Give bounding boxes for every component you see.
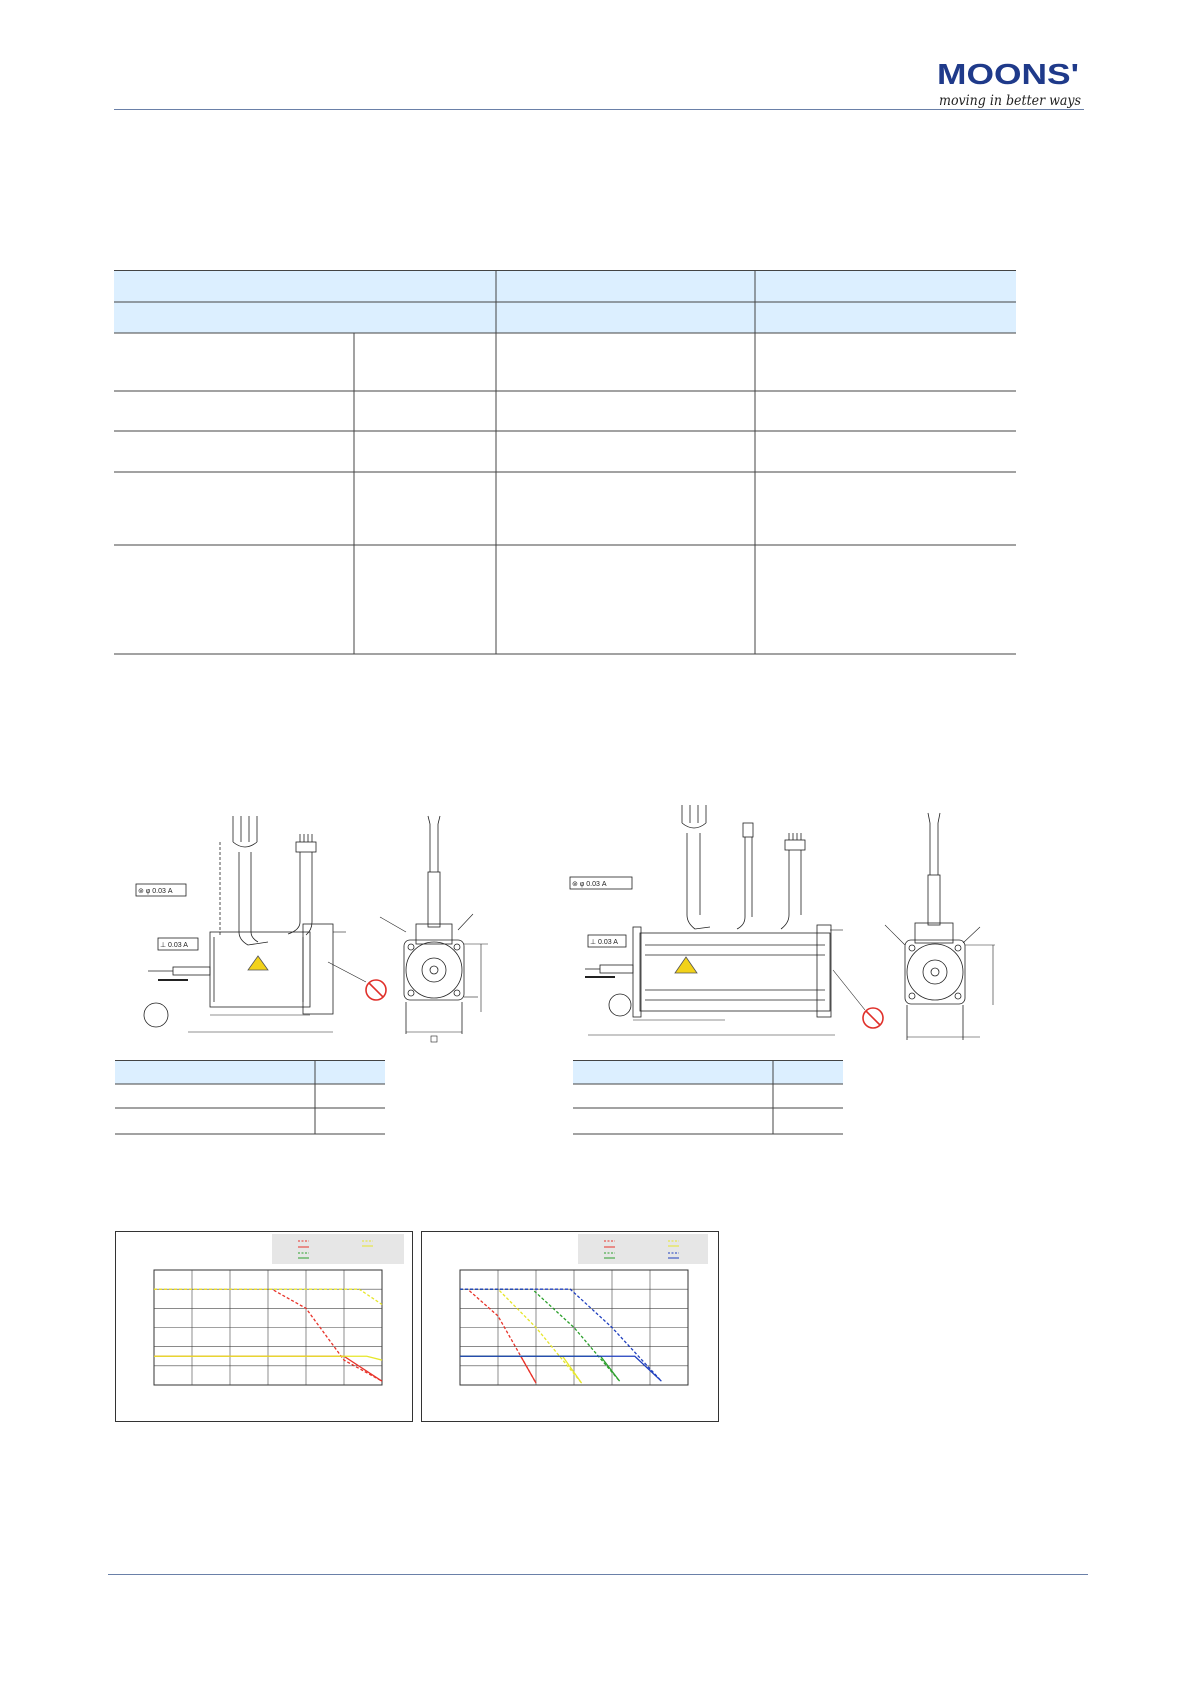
logo-wordmark: MOONS'	[937, 59, 1079, 91]
front-view	[885, 813, 995, 1040]
dimension-table-right	[573, 1060, 843, 1135]
series-line-5	[460, 1289, 620, 1381]
legend-box	[272, 1234, 404, 1264]
front-view	[380, 816, 488, 1042]
svg-text:⊚ φ 0.03 A: ⊚ φ 0.03 A	[138, 888, 173, 895]
encoder-cable	[288, 834, 316, 935]
legend-box	[578, 1234, 708, 1264]
series-line-8	[460, 1356, 661, 1381]
tolerance-frame-1	[570, 877, 632, 889]
series-line-3	[460, 1289, 582, 1383]
table-header	[573, 1060, 843, 1084]
table-header-row-2	[114, 302, 1016, 333]
series-line-4	[460, 1356, 582, 1383]
cable-bundle	[220, 816, 268, 945]
torque-speed-chart-2	[421, 1231, 719, 1422]
warning-triangle	[675, 957, 697, 973]
motor-dimension-drawing-right	[572, 805, 1025, 1050]
table-header	[115, 1060, 385, 1084]
svg-text:⊥ 0.03 A: ⊥ 0.03 A	[590, 939, 618, 946]
cable-bundle	[682, 805, 710, 929]
header-rule	[114, 109, 1084, 110]
chart-1-svg	[116, 1232, 412, 1421]
tolerance-frame-1	[136, 884, 186, 896]
series-line-7	[460, 1289, 661, 1381]
tolerance-frame-2	[588, 935, 626, 947]
no-hammer-icon	[863, 1008, 883, 1028]
encoder-cable	[781, 833, 805, 929]
chart-2-svg	[422, 1232, 718, 1421]
chart-2-legend	[578, 1234, 708, 1264]
spec-table	[114, 270, 1016, 655]
series-line-6	[460, 1356, 620, 1381]
chart-1-legend	[272, 1234, 404, 1264]
no-hammer-icon	[366, 980, 386, 1000]
svg-text:⊥ 0.03 A: ⊥ 0.03 A	[160, 942, 188, 949]
logo-tagline: moving in better ways	[939, 93, 1081, 109]
brake-cable	[737, 823, 753, 929]
svg-text:⊚ φ 0.03 A: ⊚ φ 0.03 A	[572, 881, 607, 888]
footer-rule	[108, 1574, 1088, 1575]
warning-triangle	[248, 956, 268, 970]
motor-body	[585, 925, 831, 1017]
detail-circle	[144, 1003, 168, 1027]
torque-speed-chart-1	[115, 1231, 413, 1422]
table-header-row-1	[114, 270, 1016, 302]
motor-dimension-drawing-left	[118, 812, 558, 1048]
dimension-lines	[188, 932, 346, 1032]
detail-circle	[609, 994, 631, 1016]
dimension-table-left	[115, 1060, 385, 1135]
tolerance-frame-2	[158, 938, 198, 950]
moons-logo	[935, 60, 1085, 110]
